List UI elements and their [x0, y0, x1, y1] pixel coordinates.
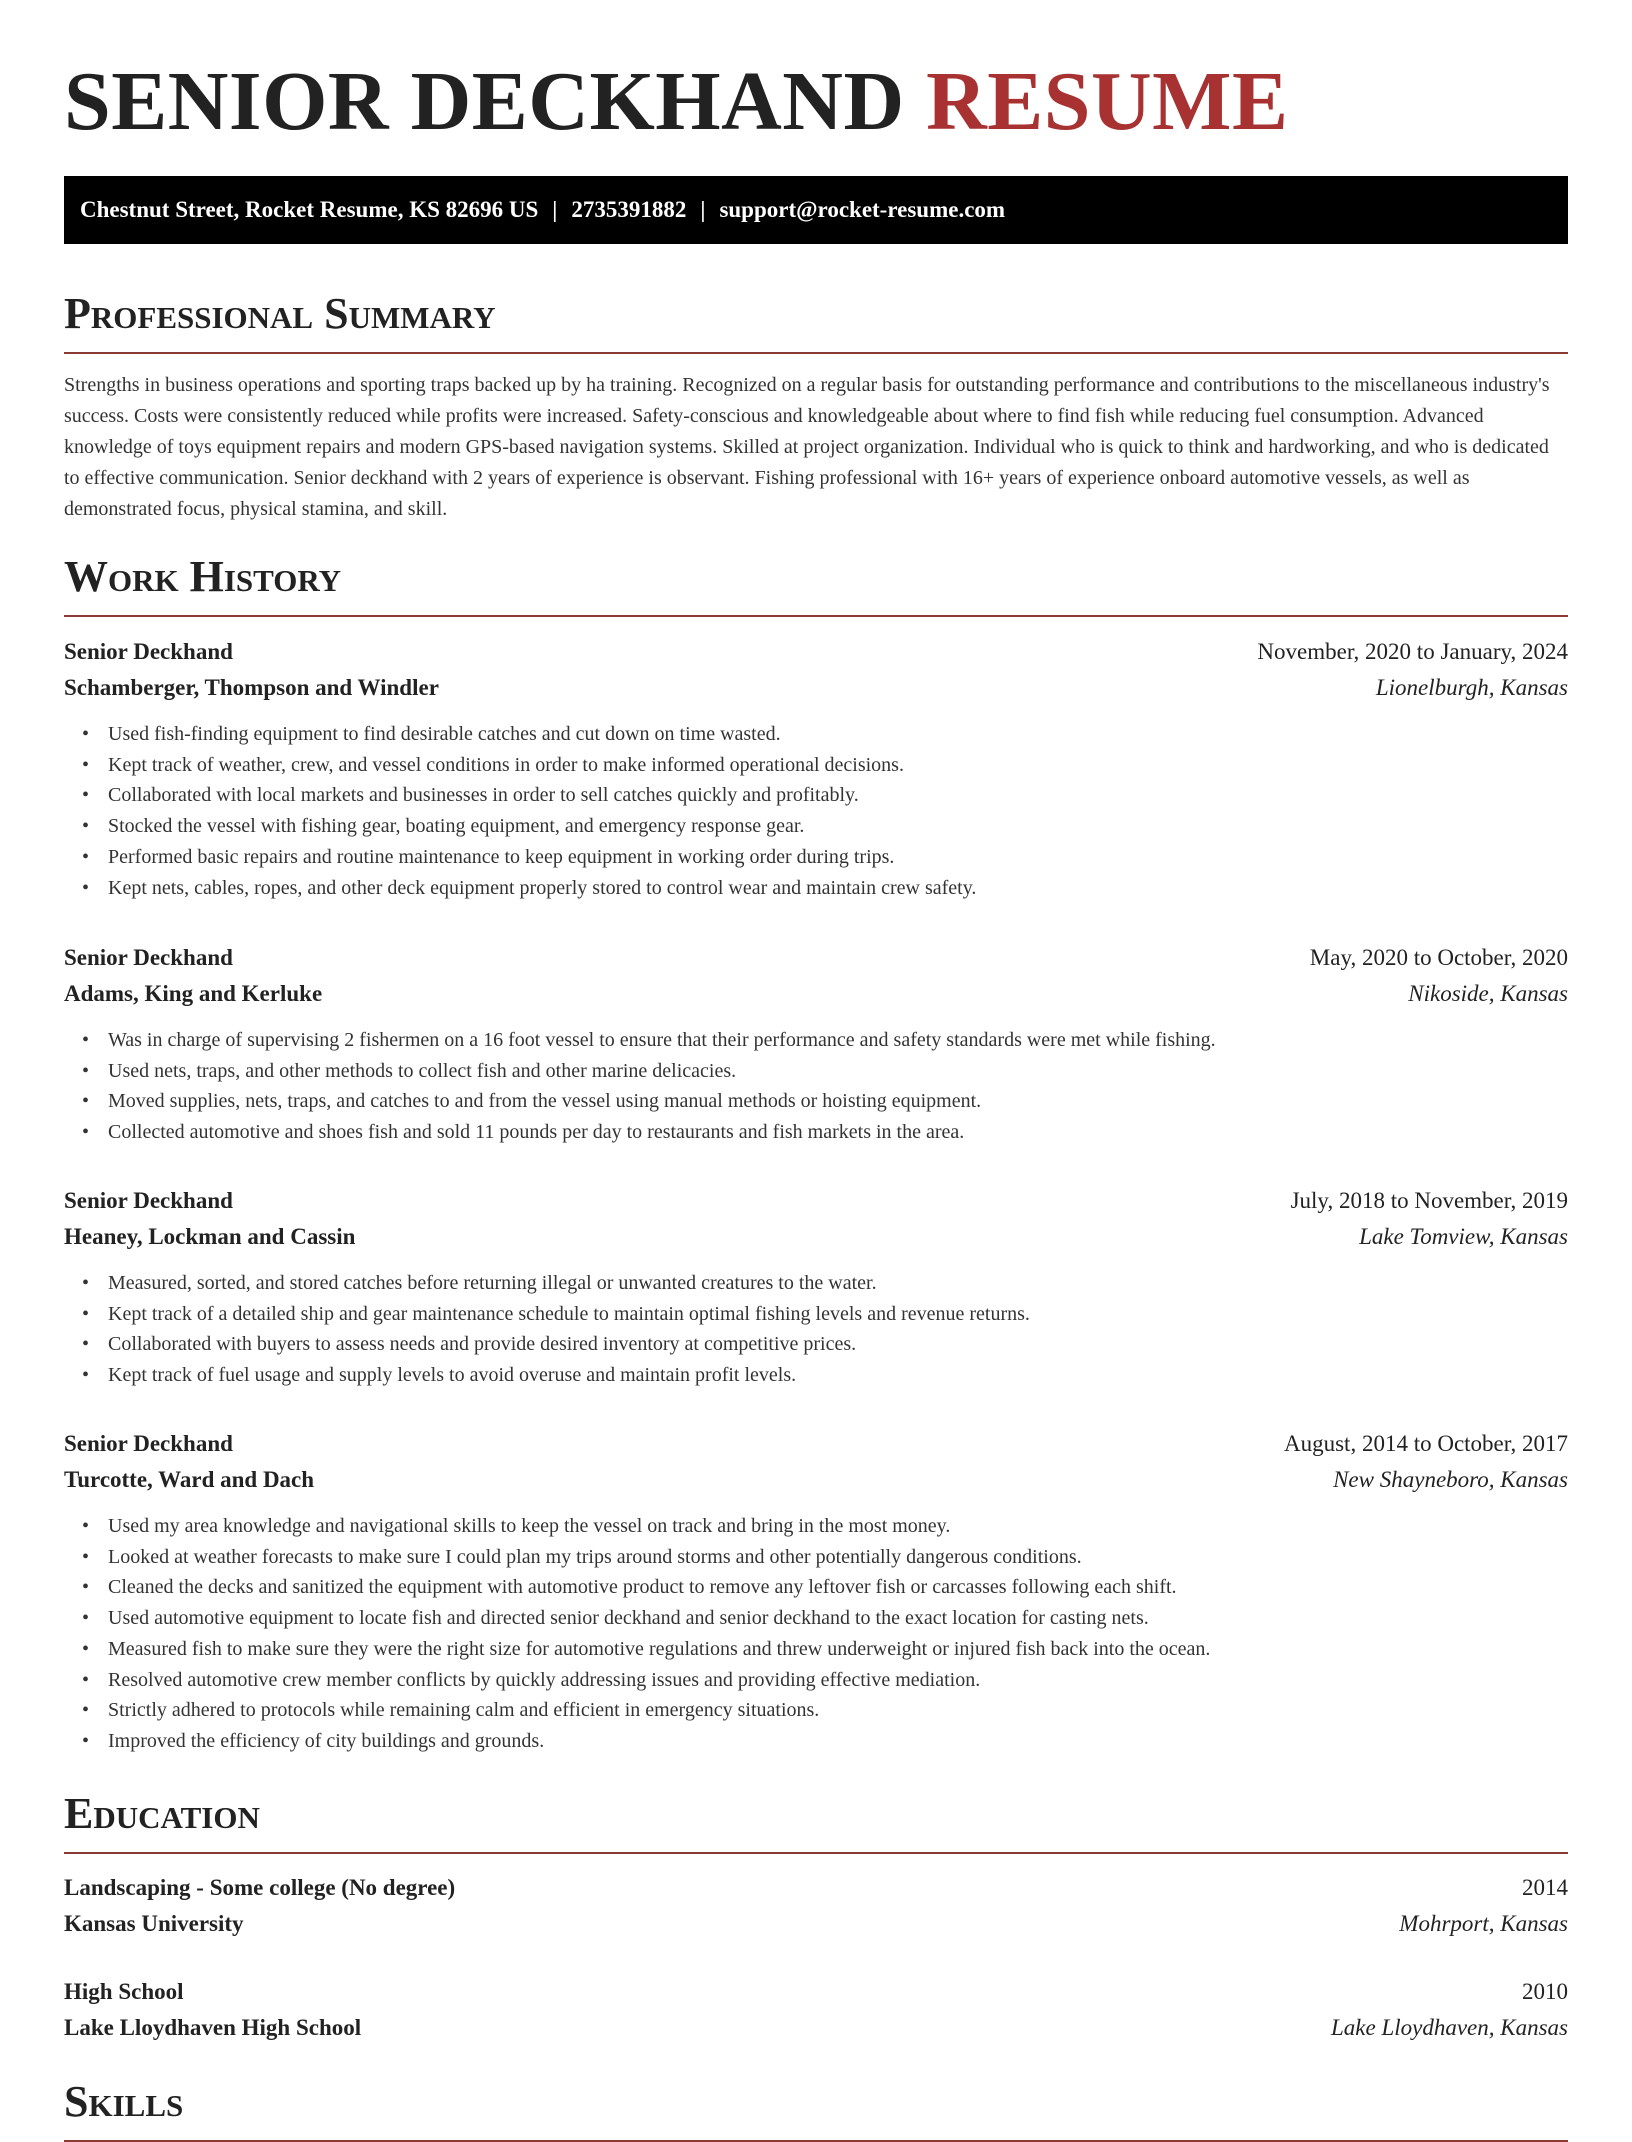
bullet-icon: •	[82, 1607, 90, 1630]
bullet-icon: •	[82, 1121, 90, 1144]
duty-item	[64, 1299, 1568, 1330]
bullet-icon: •	[82, 1729, 90, 1752]
education-school: Lake Lloydhaven High School	[64, 2015, 362, 2040]
job-title-row	[64, 940, 1568, 976]
duty-text: Used my area knowledge and navigational skills to keep the vessel on track and bring in the most money.	[108, 1515, 951, 1537]
job-duties	[64, 1268, 1568, 1391]
job-location: Lake Tomview, Kansas	[1359, 1224, 1568, 1249]
duty-text: Used nets, traps, and other methods to collect fish and other marine delicacies.	[108, 1059, 737, 1082]
duty-item	[64, 1056, 1568, 1087]
job-company-row	[64, 1462, 1568, 1498]
duty-item	[64, 1511, 1568, 1542]
job-dates: July, 2018 to November, 2019	[1290, 1188, 1568, 1213]
job-title: Senior Deckhand	[64, 639, 233, 664]
bullet-icon: •	[82, 1059, 90, 1082]
job-entry	[64, 940, 1568, 1148]
duty-item	[64, 1695, 1568, 1726]
duty-item	[64, 780, 1568, 811]
job-duties	[64, 1511, 1568, 1757]
job-company-row	[64, 976, 1568, 1012]
education-year: 2010	[1522, 1979, 1568, 2004]
job-location: New Shayneboro, Kansas	[1333, 1467, 1568, 1492]
duty-item	[64, 719, 1568, 750]
bullet-icon: •	[82, 753, 90, 776]
job-company: Turcotte, Ward and Dach	[64, 1467, 315, 1492]
duty-text: Resolved automotive crew member conflicts by quickly addressing issues and providing effective mediation.	[108, 1668, 981, 1691]
bullet-icon: •	[82, 1576, 90, 1599]
job-title-row	[64, 1426, 1568, 1462]
bullet-icon: •	[82, 1272, 90, 1294]
duty-item	[64, 842, 1568, 873]
duty-item	[64, 873, 1568, 904]
bullet-icon: •	[82, 1090, 90, 1113]
duty-item	[64, 1665, 1568, 1696]
duty-text: Used fish-finding equipment to find desirable catches and cut down on time wasted.	[108, 723, 781, 745]
bullet-icon: •	[82, 1029, 90, 1051]
job-title: Senior Deckhand	[64, 1431, 233, 1456]
job-company: Heaney, Lockman and Cassin	[64, 1224, 356, 1249]
title-accent: RESUME	[926, 55, 1289, 148]
education-school-row	[64, 1906, 1568, 1942]
duty-item	[64, 1726, 1568, 1757]
duty-text: Moved supplies, nets, traps, and catches to and from the vessel using manual methods or hoisting equipment.	[108, 1090, 982, 1113]
education-year: 2014	[1522, 1875, 1568, 1900]
contact-separator: |	[552, 197, 558, 222]
job-company: Schamberger, Thompson and Windler	[64, 675, 439, 700]
job-title: Senior Deckhand	[64, 1188, 233, 1213]
duty-item	[64, 1572, 1568, 1603]
duty-text: Measured fish to make sure they were the right size for automotive regulations and threw underweight or injured fish back into the ocean.	[108, 1637, 1211, 1660]
contact-phone[interactable]: 2735391882	[571, 197, 687, 222]
education-degree-row	[64, 1870, 1568, 1906]
bullet-icon: •	[82, 1302, 90, 1325]
job-location: Lionelburgh, Kansas	[1375, 675, 1568, 700]
work-history-heading: Work History	[64, 551, 1568, 617]
summary-heading: Professional Summary	[64, 288, 1568, 354]
resume-title	[64, 52, 1289, 152]
education-entry	[64, 1974, 1568, 2046]
education-heading: Education	[64, 1788, 1568, 1854]
bullet-icon: •	[82, 1333, 90, 1356]
duty-text: Kept track of a detailed ship and gear maintenance schedule to maintain optimal fishing levels and revenue returns.	[108, 1302, 1030, 1325]
bullet-icon: •	[82, 1668, 90, 1691]
education-school-row	[64, 2010, 1568, 2046]
duty-text: Measured, sorted, and stored catches before returning illegal or unwanted creatures to the water.	[108, 1272, 877, 1294]
education-entry	[64, 1870, 1568, 1942]
duty-text: Stocked the vessel with fishing gear, boating equipment, and emergency response gear.	[108, 815, 805, 838]
duty-text: Improved the efficiency of city buildings and grounds.	[108, 1729, 545, 1752]
education-location: Mohrport, Kansas	[1399, 1911, 1568, 1936]
education-degree-row	[64, 1974, 1568, 2010]
duty-text: Looked at weather forecasts to make sure I could plan my trips around storms and other potentially dangerous conditions.	[108, 1545, 1082, 1568]
duty-item	[64, 1268, 1568, 1299]
duty-text: Was in charge of supervising 2 fishermen on a 16 foot vessel to ensure that their performance and safety standards were met while fishing.	[108, 1029, 1216, 1051]
duty-text: Used automotive equipment to locate fish and directed senior deckhand and senior deckhand to the exact location for casting nets.	[108, 1607, 1149, 1630]
bullet-icon: •	[82, 723, 90, 745]
duty-text: Performed basic repairs and routine maintenance to keep equipment in working order during trips.	[108, 845, 895, 868]
contact-email[interactable]: support@rocket-resume.com	[719, 197, 1006, 222]
duty-item	[64, 1086, 1568, 1117]
duty-item	[64, 1117, 1568, 1148]
job-duties	[64, 719, 1568, 903]
duty-text: Collected automotive and shoes fish and sold 11 pounds per day to restaurants and fish markets in the area.	[108, 1121, 965, 1144]
duty-text: Cleaned the decks and sanitized the equipment with automotive product to remove any leftover fish or carcasses following each shift.	[108, 1576, 1177, 1599]
job-dates: November, 2020 to January, 2024	[1257, 639, 1568, 664]
duty-item	[64, 1360, 1568, 1391]
duty-item	[64, 1542, 1568, 1573]
summary-text: Strengths in business operations and sporting traps backed up by ha training. Recognized on a regular basis for outstanding performance and contributions to the miscellaneous industry's success. Costs were consistently reduced while profits were increased. Safety-conscious and knowledgeable about where to find fish while reducing fuel consumption. Advanced knowledge of toys equipment repairs and modern GPS-based navigation systems. Skilled at project organization. Individual who is quick to think and hardworking, and who is dedicated to effective communication. Senior deckhand with 2 years of experience is observant. Fishing professional with 16+ years of experience onboard automotive vessels, as well as demonstrated focus, physical stamina, and skill.	[64, 374, 1550, 520]
job-duties	[64, 1025, 1568, 1148]
duty-item	[64, 1025, 1568, 1056]
job-title-row	[64, 1183, 1568, 1219]
duty-item	[64, 750, 1568, 781]
bullet-icon: •	[82, 784, 90, 807]
bullet-icon: •	[82, 1364, 90, 1387]
job-dates: May, 2020 to October, 2020	[1309, 945, 1568, 970]
job-company-row	[64, 1219, 1568, 1255]
job-title-row	[64, 634, 1568, 670]
duty-text: Strictly adhered to protocols while remaining calm and efficient in emergency situations.	[108, 1699, 820, 1722]
duty-item	[64, 1634, 1568, 1665]
education-degree: Landscaping - Some college (No degree)	[64, 1875, 456, 1900]
contact-bar	[64, 176, 1568, 244]
job-company-row	[64, 670, 1568, 706]
job-title: Senior Deckhand	[64, 945, 233, 970]
duty-item	[64, 1329, 1568, 1360]
duty-item	[64, 811, 1568, 842]
bullet-icon: •	[82, 1545, 90, 1568]
education-degree: High School	[64, 1979, 184, 2004]
education-location: Lake Lloydhaven, Kansas	[1330, 2015, 1568, 2040]
duty-text: Kept nets, cables, ropes, and other deck equipment properly stored to control wear and maintain crew safety.	[108, 876, 977, 899]
title-main: SENIOR DECKHAND	[64, 55, 905, 148]
duty-text: Kept track of fuel usage and supply levels to avoid overuse and maintain profit levels.	[108, 1364, 797, 1387]
education-school: Kansas University	[64, 1911, 244, 1936]
contact-address: Chestnut Street, Rocket Resume, KS 82696 US	[80, 197, 539, 222]
bullet-icon: •	[82, 845, 90, 868]
job-dates: August, 2014 to October, 2017	[1284, 1431, 1568, 1456]
duty-text: Kept track of weather, crew, and vessel conditions in order to make informed operational decisions.	[108, 753, 904, 776]
bullet-icon: •	[82, 1515, 90, 1537]
job-company: Adams, King and Kerluke	[64, 981, 323, 1006]
duty-item	[64, 1603, 1568, 1634]
job-entry	[64, 1426, 1568, 1757]
contact-separator: |	[700, 197, 706, 222]
job-location: Nikoside, Kansas	[1408, 981, 1568, 1006]
job-entry	[64, 1183, 1568, 1391]
bullet-icon: •	[82, 876, 90, 899]
duty-text: Collaborated with buyers to assess needs and provide desired inventory at competitive prices.	[108, 1333, 857, 1356]
bullet-icon: •	[82, 815, 90, 838]
duty-text: Collaborated with local markets and businesses in order to sell catches quickly and profitably.	[108, 784, 859, 807]
bullet-icon: •	[82, 1699, 90, 1722]
skills-heading: Skills	[64, 2076, 1568, 2142]
bullet-icon: •	[82, 1637, 90, 1660]
job-entry	[64, 634, 1568, 903]
